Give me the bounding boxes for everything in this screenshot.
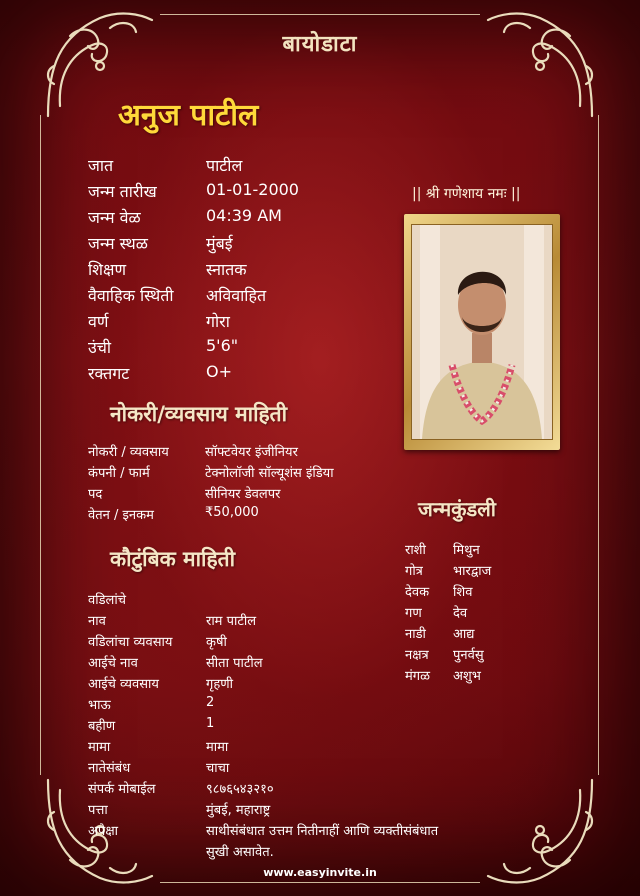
biodata-page: बायोडाटा अनुज पाटील जात पाटील जन्म तारीख 01-01-2000 जन्म वेळ 04:39 AM जन्म स्थळ मुंबई शिक्षण स्नातक वैवाहिक स्थिती अविवाहित वर्ण गोरा उंची 5'6" रक्तगट O+ नोकरी/व्यवसाय माहिती नोकरी / व्यवसाय सॉफ्टवेयर इंजीनियर कंपनी / फार्म टेक्नोलॉजी सॉल्यूशंस इंडिया पद सीनियर डेवलपर वेतन / इनकम ₹50,000 कौटुंबिक माहिती वडिलांचे नाव राम पाटील वडिलांचा व्यवसाय कृषी आईचे नाव सीता पाटील आईचे व्यवसाय गृहणी भाऊ 2 बहीण 1 मामा मामा नातेसंबंध चाचा संपर्क मोबाईल ९८७६५४३२१० पत्ता मुंबई, महाराष्ट्र अपेक्षा साथीसंबंधात उत्तम नितीनाहीं आणि व्यक्तीसंबंधात सुखी असावेत. || श्री गणेशाय नमः || जन्मकुंडली राशी मिथुन गोत्र भारद्वाज देवक शिव गण देव नाडी आद्य नक्षत्र पुनर्वसु मंगळ अशुभ www.easyinvite.in bbox=[0, 0, 640, 896]
frame-line-left bbox=[40, 115, 41, 775]
profile-photo bbox=[411, 224, 553, 440]
footer-website: www.easyinvite.in bbox=[263, 866, 377, 879]
document-title: बायोडाटा bbox=[282, 31, 358, 56]
kundali-section-title: जन्मकुंडली bbox=[418, 497, 496, 521]
family-section-title: कौटुंबिक माहिती bbox=[110, 546, 236, 571]
job-section-title: नोकरी/व्यवसाय माहिती bbox=[110, 401, 288, 426]
frame-line-right bbox=[598, 115, 599, 775]
corner-ornament-top-right-icon bbox=[480, 6, 600, 126]
photo-frame bbox=[404, 214, 560, 450]
candidate-name: अनुज पाटील bbox=[118, 98, 259, 133]
ganesh-mantra: || श्री गणेशाय नमः || bbox=[412, 186, 521, 202]
frame-line-bottom bbox=[160, 882, 480, 883]
frame-line-top bbox=[160, 14, 480, 15]
